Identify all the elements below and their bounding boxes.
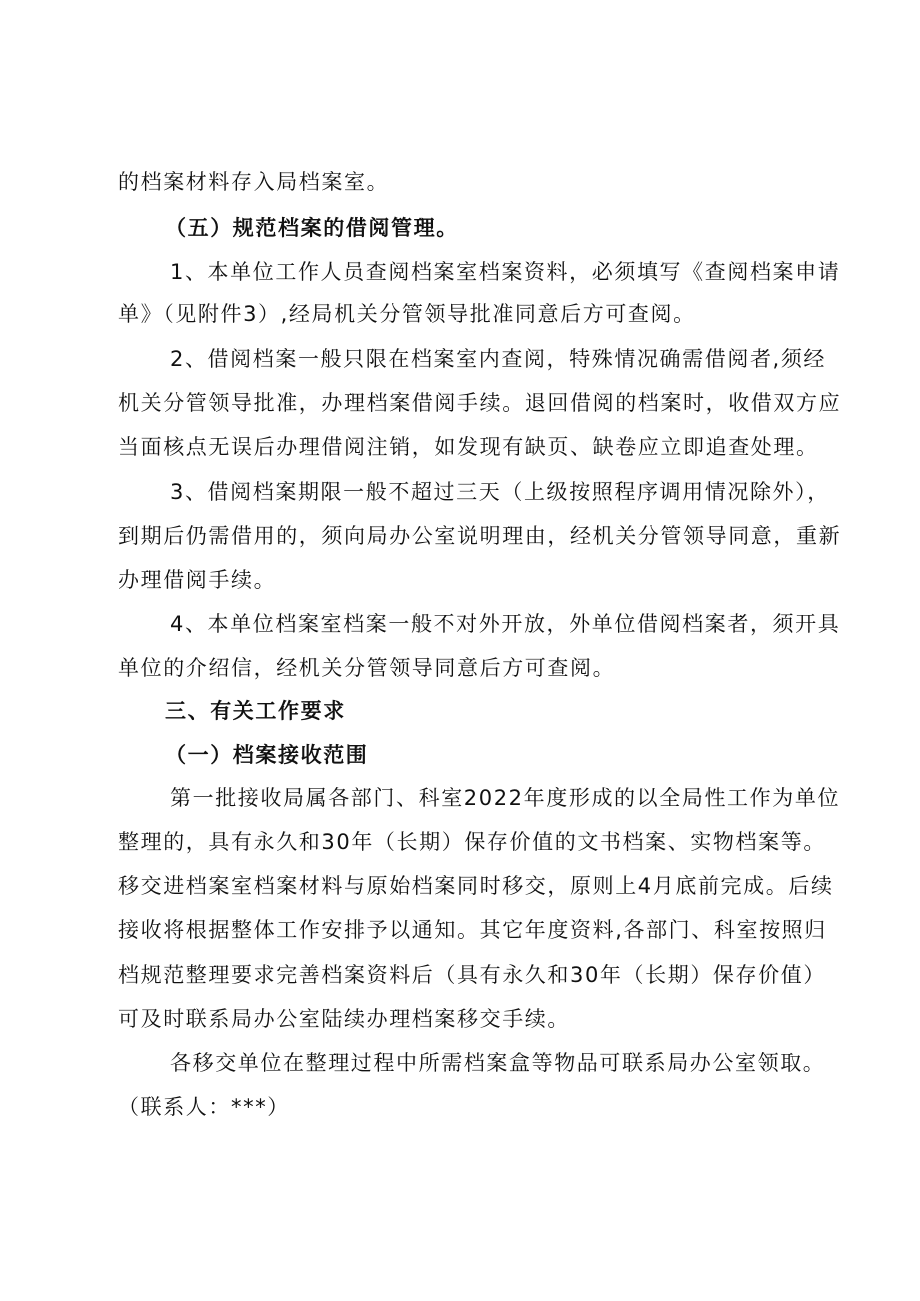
paragraph-line: 可及时联系局办公室陆续办理档案移交手续。 — [118, 1007, 570, 1031]
subsection-heading-1: （一）档案接收范围 — [165, 743, 369, 767]
paragraph-line: 办理借阅手续。 — [118, 568, 277, 592]
paragraph-line: 到期后仍需借用的，须向局办公室说明理由，经机关分管领导同意，重新 — [118, 524, 842, 548]
paragraph-line: 单》（见附件3）,经局机关分管领导批准同意后方可查阅。 — [118, 302, 696, 326]
paragraph-line: 当面核点无误后办理借阅注销，如发现有缺页、缺卷应立即追查处理。 — [118, 435, 819, 459]
paragraph-line: 4、本单位档案室档案一般不对外开放，外单位借阅档案者，须开具 — [170, 612, 841, 636]
contact-line: （联系人：***） — [118, 1095, 290, 1119]
paragraph-line: 各移交单位在整理过程中所需档案盒等物品可联系局办公室领取。 — [170, 1051, 826, 1075]
paragraph-line: 档规范整理要求完善档案资料后（具有永久和30年（长期）保存价值） — [118, 963, 826, 987]
paragraph-line: 的档案材料存入局档案室。 — [118, 170, 390, 194]
section-heading-5: （五）规范档案的借阅管理。 — [165, 216, 459, 240]
paragraph-line: 1、本单位工作人员查阅档案室档案资料，必须填写《查阅档案申请 — [170, 260, 841, 284]
paragraph-line: 第一批接收局属各部门、科室2022年度形成的以全局性工作为单位 — [170, 786, 841, 810]
paragraph-line: 单位的介绍信，经机关分管领导同意后方可查阅。 — [118, 656, 616, 680]
section-heading-3: 三、有关工作要求 — [165, 699, 346, 723]
paragraph-line: 机关分管领导批准，办理档案借阅手续。退回借阅的档案时，收借双方应 — [118, 391, 842, 415]
paragraph-line: 整理的，具有永久和30年（长期）保存价值的文书档案、实物档案等。 — [118, 830, 826, 854]
paragraph-line: 3、借阅档案期限一般不超过三天（上级按照程序调用情况除外）， — [170, 480, 830, 504]
paragraph-line: 2、借阅档案一般只限在档案室内查阅，特殊情况确需借阅者,须经 — [170, 347, 827, 371]
paragraph-line: 移交进档案室档案材料与原始档案同时移交，原则上4月底前完成。后续 — [118, 874, 834, 898]
paragraph-line: 接收将根据整体工作安排予以通知。其它年度资料,各部门、科室按照归 — [118, 918, 827, 942]
